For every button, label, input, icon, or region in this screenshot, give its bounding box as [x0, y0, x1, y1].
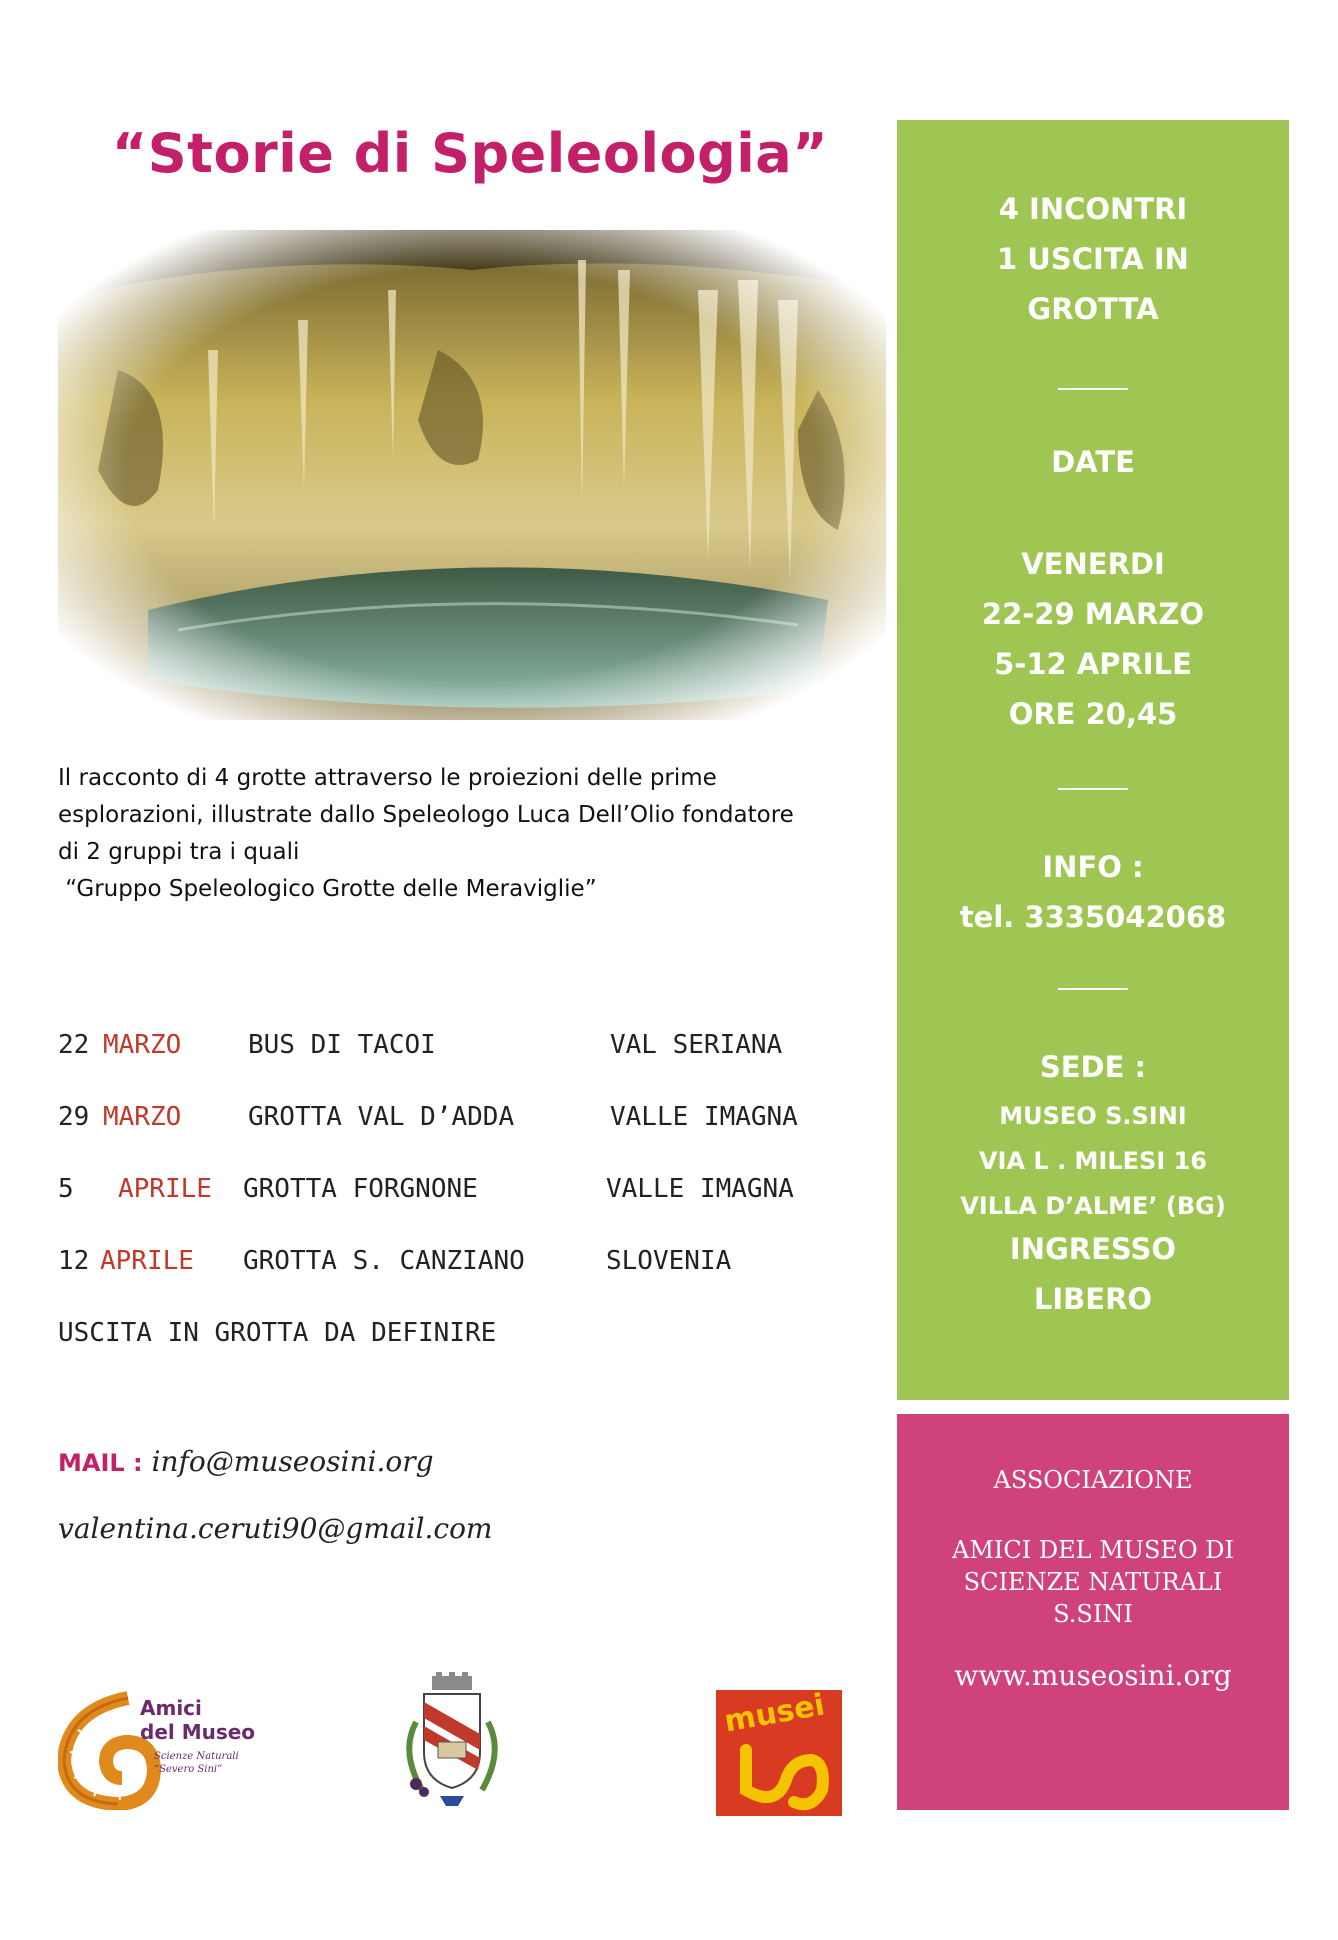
sidebar-sede-line: VILLA D’ALME’ (BG): [960, 1192, 1226, 1220]
mail-contact: [58, 1445, 434, 1478]
schedule-month: APRILE: [100, 1246, 194, 1276]
sidebar-date-line: 22-29 MARZO: [981, 597, 1205, 631]
association-website[interactable]: www.museosini.org: [954, 1659, 1232, 1692]
schedule-row: [58, 1246, 898, 1318]
sidebar-date-line: ORE 20,45: [1008, 697, 1178, 731]
musei-logo-text: musei: [721, 1687, 828, 1740]
schedule-day: 29: [58, 1102, 90, 1132]
sidebar-sede-line: VIA L . MILESI 16: [978, 1147, 1208, 1175]
schedule-list: [58, 1030, 898, 1348]
mail-label: MAIL :: [58, 1449, 143, 1477]
schedule-month: MARZO: [103, 1102, 182, 1132]
amici-logo-subline: Scienze Naturali: [154, 1751, 239, 1762]
sidebar-divider: [1058, 388, 1128, 390]
schedule-cave: GROTTA FORGNONE: [243, 1174, 478, 1204]
cave-photo: [58, 230, 886, 720]
schedule-row: [58, 1174, 898, 1246]
sidebar-entry-line: LIBERO: [1033, 1282, 1153, 1316]
association-line: ASSOCIAZIONE: [993, 1466, 1193, 1494]
schedule-area: VALLE IMAGNA: [610, 1102, 798, 1132]
association-line: SCIENZE NATURALI: [963, 1568, 1223, 1596]
sidebar-sede-heading: SEDE :: [1039, 1050, 1147, 1084]
schedule-cave: GROTTA VAL D’ADDA: [248, 1102, 515, 1132]
musei-logo: [716, 1687, 842, 1816]
description-line: di 2 gruppi tra i quali: [58, 839, 300, 865]
sidebar-date-line: VENERDI: [1021, 547, 1165, 581]
sidebar-sede-line: MUSEO S.SINI: [999, 1102, 1187, 1130]
mail-address-2[interactable]: valentina.ceruti90@gmail.com: [58, 1512, 493, 1545]
sidebar-divider: [1058, 788, 1128, 790]
association-line: S.SINI: [1053, 1600, 1133, 1628]
description-line: “Gruppo Speleologico Grotte delle Meraviglie”: [58, 876, 597, 902]
sidebar-entry-line: INGRESSO: [1009, 1232, 1177, 1266]
sidebar-intro-line: 1 USCITA IN: [997, 242, 1189, 276]
sidebar-phone[interactable]: tel. 3335042068: [959, 900, 1227, 934]
schedule-month: MARZO: [103, 1030, 182, 1060]
schedule-day: 12: [58, 1246, 90, 1276]
description-line: Il racconto di 4 grotte attraverso le proiezioni delle prime: [58, 765, 717, 791]
amici-del-museo-logo: [58, 1690, 278, 1810]
amici-logo-line: Amici: [140, 1696, 202, 1720]
amici-logo-subtext: [154, 1750, 239, 1776]
schedule-month: APRILE: [118, 1174, 212, 1204]
schedule-area: VALLE IMAGNA: [606, 1174, 794, 1204]
amici-logo-subline: “Severo Sini”: [154, 1764, 223, 1775]
event-description: [58, 760, 898, 908]
schedule-row: [58, 1102, 898, 1174]
schedule-cave: BUS DI TACOI: [248, 1030, 436, 1060]
poster-title: “Storie di Speleologia”: [111, 122, 829, 185]
sidebar-divider: [1058, 988, 1128, 990]
sidebar-date-heading: DATE: [1051, 445, 1135, 479]
amici-logo-line: del Museo: [140, 1720, 256, 1744]
mail-address-1[interactable]: info@museosini.org: [151, 1445, 434, 1478]
sidebar-info-heading: INFO :: [1042, 850, 1144, 884]
musei-logo-mark-icon: [716, 1690, 842, 1816]
sidebar-intro-line: GROTTA: [1027, 292, 1159, 326]
sidebar-intro-line: 4 INCONTRI: [998, 192, 1188, 226]
schedule-extra: USCITA IN GROTTA DA DEFINIRE: [58, 1318, 497, 1348]
schedule-day: 22: [58, 1030, 90, 1060]
coat-of-arms-icon: [392, 1672, 512, 1820]
info-sidebar: [897, 120, 1289, 1400]
schedule-cave: GROTTA S. CANZIANO: [243, 1246, 525, 1276]
schedule-day: 5: [58, 1174, 74, 1204]
association-line: AMICI DEL MUSEO DI: [952, 1536, 1234, 1564]
amici-logo-text: [140, 1696, 255, 1744]
association-box: [897, 1414, 1289, 1810]
schedule-area: SLOVENIA: [606, 1246, 732, 1276]
sidebar-date-line: 5-12 APRILE: [994, 647, 1192, 681]
description-line: esplorazioni, illustrate dallo Speleologo Luca Dell’Olio fondatore: [58, 802, 794, 828]
schedule-area: VAL SERIANA: [610, 1030, 783, 1060]
schedule-row: [58, 1030, 898, 1102]
